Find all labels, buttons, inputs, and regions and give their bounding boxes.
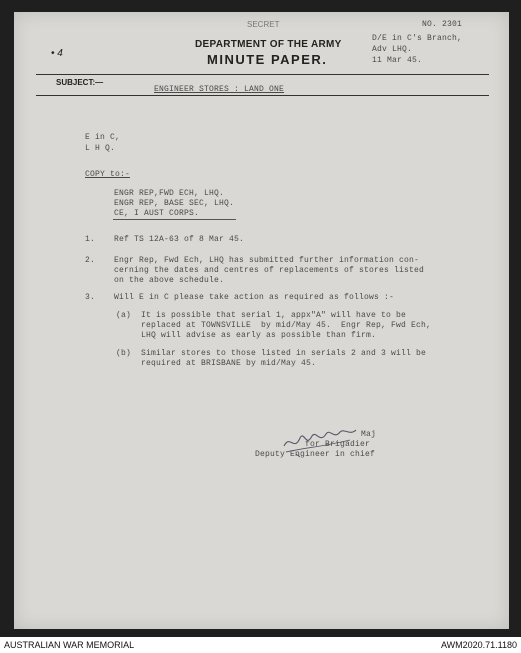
header-rule-top — [36, 74, 489, 75]
copy-to-underline — [113, 219, 236, 220]
classification-mark: SECRET — [247, 20, 280, 29]
paragraph-2-number: 2. — [85, 256, 96, 265]
subparagraph-a-line: It is possible that serial 1, appx"A" will have to be — [141, 311, 407, 320]
handwritten-mark: • 4 — [51, 48, 63, 59]
copy-to-label: COPY to:- — [85, 170, 131, 179]
department-title: DEPARTMENT OF THE ARMY — [195, 39, 342, 50]
signature-rank: Maj — [361, 430, 377, 439]
signature-line-1: for Brigadier — [305, 440, 371, 449]
subparagraph-a-label: (a) — [116, 311, 132, 320]
copy-to-item: ENGR REP, BASE SEC, LHQ. — [114, 199, 235, 208]
subject-label: SUBJECT:— — [56, 78, 104, 87]
form-title: MINUTE PAPER. — [207, 52, 328, 67]
minute-paper-document — [14, 12, 509, 629]
paragraph-1-number: 1. — [85, 235, 96, 244]
addressee-line-2: L H Q. — [85, 144, 116, 153]
paragraph-1-text: Ref TS 12A-63 of 8 Mar 45. — [114, 235, 245, 244]
reference-branch: D/E in C's Branch, — [372, 34, 463, 43]
subparagraph-a-line: replaced at TOWNSVILLE by mid/May 45. Engr Rep, Fwd Ech, — [141, 321, 432, 330]
signature-line-2: Deputy Engineer in chief — [255, 450, 376, 459]
archive-footer — [0, 637, 521, 653]
reference-date: 11 Mar 45. — [372, 56, 423, 65]
subparagraph-a-line: LHQ will advise as early as possible than firm. — [141, 331, 377, 340]
subject-text: ENGINEER STORES : LAND ONE — [154, 85, 285, 94]
reference-number: NO. 2301 — [422, 20, 463, 29]
subparagraph-b-line: Similar stores to those listed in serials 2 and 3 will be — [141, 349, 427, 358]
footer-right-label: AWM2020.71.1180 — [440, 640, 517, 650]
subparagraph-b-label: (b) — [116, 349, 132, 358]
footer-left-label: AUSTRALIAN WAR MEMORIAL — [4, 640, 135, 650]
addressee-line-1: E in C, — [85, 133, 121, 142]
copy-to-item: CE, I AUST CORPS. — [114, 209, 200, 218]
copy-to-item: ENGR REP,FWD ECH, LHQ. — [114, 189, 225, 198]
subparagraph-b-line: required at BRISBANE by mid/May 45. — [141, 359, 317, 368]
paragraph-3-text: Will E in C please take action as required as follows :- — [114, 293, 395, 302]
paragraph-3-number: 3. — [85, 293, 96, 302]
reference-hq: Adv LHQ. — [372, 45, 413, 54]
paragraph-2-line: on the above schedule. — [114, 276, 225, 285]
paragraph-2-line: Engr Rep, Fwd Ech, LHQ has submitted further information con- — [114, 256, 420, 265]
header-rule-bottom — [36, 95, 489, 96]
paragraph-2-line: cerning the dates and centres of replacements of stores listed — [114, 266, 425, 275]
